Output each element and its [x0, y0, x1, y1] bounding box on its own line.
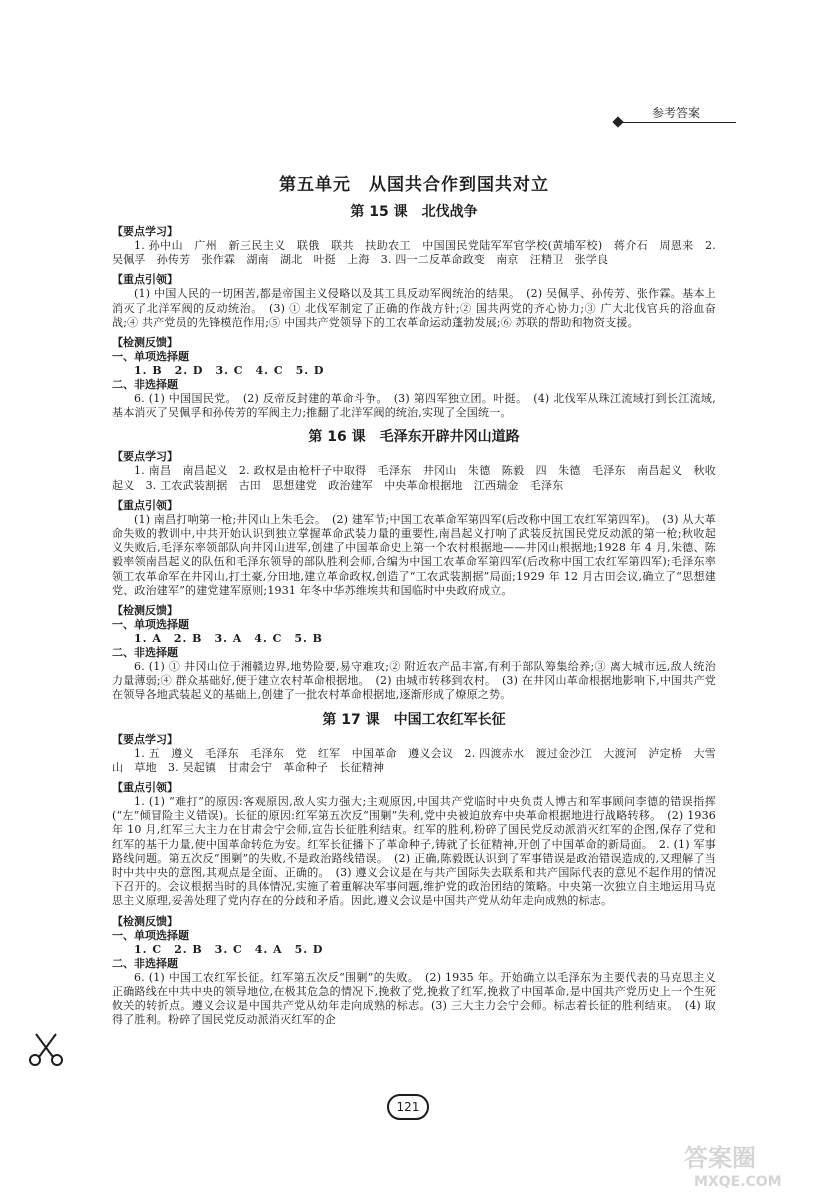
answer-paragraph: 6. (1) 中国国民党。 (2) 反帝反封建的革命斗争。 (3) 第四军独立团。叶挺。 (4) 北伐军从珠江流域打到长江流域,基本消灭了吴佩孚和孙传芳的军阀主力;推翻了北洋军阀的统治,实现了全国统一。: [112, 392, 716, 420]
section-heading: 【要点学习】: [112, 732, 178, 746]
scissors-icon: [26, 1030, 66, 1070]
choice-answers: 1. A 2. B 3. A 4. C 5. B: [134, 632, 323, 646]
watermark-url: MXQE.COM: [694, 1174, 782, 1190]
section-heading: 【要点学习】: [112, 450, 178, 464]
watermark-text: 答案圈: [684, 1144, 756, 1172]
answer-paragraph: 6. (1) ① 井冈山位于湘赣边界,地势险要,易守难攻;② 附近农产品丰富,有利于部队筹集给养;③ 离大城市远,敌人统治力量薄弱;④ 群众基础好,便于建立农村革命根据地。 (2) 由城市转移到农村。 (3) 在井冈山革命根据地影响下,中国共产党在领导各地武装起义的基础上,创建了一批农村革命根据地,逐渐形成了燎原之势。: [112, 660, 716, 702]
subheading-single-choice: 一、单项选择题: [112, 618, 189, 632]
header-diamond-icon: [612, 116, 623, 127]
section-heading: 【要点学习】: [112, 225, 178, 238]
document-body: [112, 170, 716, 1034]
answer-section: [112, 499, 716, 598]
subheading-non-choice: 二、非选择题: [112, 378, 178, 392]
subheading-non-choice: 二、非选择题: [112, 956, 178, 970]
answer-section: [112, 733, 716, 775]
lesson-title: [112, 426, 716, 446]
header-label: 参考答案: [652, 106, 701, 120]
answer-paragraph: 1. 南昌 南昌起义 2. 政权是由枪杆子中取得 毛泽东 井冈山 朱德 陈毅 四 朱德 毛泽东 南昌起义 秋收起义 3. 工农武装割据 古田 思想建党 政治建军 中央革命根据地 江西瑞金 毛泽东: [112, 464, 716, 492]
choice-answers: 1. C 2. B 3. C 4. A 5. D: [134, 942, 324, 956]
lesson-title: [112, 201, 716, 221]
lesson-number: 第 16 课: [308, 429, 366, 446]
lesson-block: [112, 709, 716, 1028]
choice-answers: 1. B 2. D 3. C 4. C 5. D: [134, 364, 325, 378]
page-number: 121: [387, 1094, 429, 1120]
unit-title: 第五单元 从国共合作到国共对立: [279, 175, 549, 195]
lessons-container: [112, 201, 716, 1028]
lesson-title: [112, 709, 716, 729]
answer-paragraph: 1. 孙中山 广州 新三民主义 联俄 联共 扶助农工 中国国民党陆军军官学校(黄埔军校) 蒋介石 周恩来 2. 吴佩孚 孙传芳 张作霖 湖南 湖北 叶挺 上海 3. 四一二反革命政变 南京 汪精卫 张学良: [112, 239, 716, 267]
answer-paragraph: 1. (1) “难打”的原因:客观原因,敌人实力强大;主观原因,中国共产党临时中央负责人博古和军事顾问李德的错误指挥(“左”倾冒险主义错误)。长征的原因:红军第五次反“围剿”失利,党中央被迫放弃中央革命根据地进行战略转移。 (2) 1936 年 10 月,红军三大主力在甘肃会宁会师,宣告长征胜利结束。红军的胜利,粉碎了国民党反动派消灭红军的企图,保存了党和红军的基干力量,使中国革命转危为安。红军长征播下了革命种子,铸就了长征精神,开创了中国革命的新局面。 2. (1) 军事路线问题。第五次反“围剿”的失败,不是政治路线错误。 (2) 正确,陈毅既认识到了军事错误是政治错误造成的,又理解了当时中共中央的意图,其观点是全面、正确的。 (3) 遵义会议是在与共产国际失去联系和共产国际代表的意见不起作用的情况下召开的。会议根据当时的具体情况,实施了着重解决军事问题,维护党的政治团结的策略。中央第一次独立自主地运用马克思主义原理,妥善处理了党内存在的分歧和矛盾。因此,遵义会议是中国共产党从幼年走向成熟的标志。: [112, 795, 716, 908]
lesson-block: [112, 426, 716, 702]
answer-section: [112, 336, 716, 420]
section-heading: 【检测反馈】: [112, 604, 178, 618]
subheading-single-choice: 一、单项选择题: [112, 350, 189, 364]
header-rule: [618, 122, 736, 123]
section-heading: 【重点引领】: [112, 273, 178, 287]
answer-paragraph: (1) 中国人民的一切困苦,都是帝国主义侵略以及其工具反动军阀统治的结果。 (2) 吴佩孚、孙传芳、张作霖。基本上消灭了北洋军阀的反动统治。 (3) ① 北伐军制定了正确的作战方针;② 国共两党的齐心协力;③ 广大北伐官兵的浴血奋战;④ 共产党员的先锋模范作用;⑤ 中国共产党领导下的工农革命运动蓬勃发展;⑥ 苏联的帮助和物资支援。: [112, 287, 716, 329]
lesson-block: [112, 201, 716, 420]
answer-section: [112, 450, 716, 492]
lesson-number: 第 17 课: [322, 711, 380, 728]
section-heading: 【检测反馈】: [112, 914, 178, 928]
subheading-non-choice: 二、非选择题: [112, 646, 178, 660]
lesson-name: 毛泽东开辟井冈山道路: [379, 429, 520, 446]
watermark-logo: [680, 1138, 806, 1192]
answer-paragraph: 1. 五 遵义 毛泽东 毛泽东 党 红军 中国革命 遵义会议 2. 四渡赤水 渡过金沙江 大渡河 泸定桥 大雪山 草地 3. 吴起镇 甘肃会宁 革命种子 长征精神: [112, 746, 716, 774]
answer-section: [112, 273, 716, 330]
answer-paragraph: 6. (1) 中国工农红军长征。红军第五次反“围剿”的失败。 (2) 1935 年。开始确立以毛泽东为主要代表的马克思主义正确路线在中共中央的领导地位,在极其危急的情况下,挽救了党,挽救了红军,挽救了中国革命,是中国共产党历史上一个生死攸关的转折点。遵义会议是中国共产党从幼年走向成熟的标志。(3) 三大主力会宁会师。标志着长征的胜利结束。 (4) 取得了胜利。粉碎了国民党反动派消灭红军的企: [112, 970, 716, 1027]
answer-section: [112, 781, 716, 909]
answer-section: [112, 225, 716, 267]
subheading-single-choice: 一、单项选择题: [112, 928, 189, 942]
lesson-number: 第 15 课: [350, 204, 408, 220]
section-heading: 【重点引领】: [112, 498, 178, 512]
answer-paragraph: (1) 南昌打响第一枪;井冈山上朱毛会。 (2) 建军节;中国工农革命军第四军(后改称中国工农红军第四军)。 (3) 从大革命失败的教训中,中共开始认识到独立掌握革命武装力量的重要性,南昌起义打响了武装反抗国民党反动派的第一枪;秋收起义失败后,毛泽东率领部队向井冈山进军,创建了中国革命史上第一个农村根据地——井冈山根据地;1928 年 4 月,朱德、陈毅率领南昌起义的队伍和毛泽东领导的部队胜利会师,合编为中国工农革命军第四军(后改称中国工农红军第四军);毛泽东率领工农革命军在井冈山,打土豪,分田地,建立革命政权,创造了“工农武装割据”局面;1929 年 12 月古田会议,确立了“思想建党、政治建军”的建党建军原则;1931 年冬中华苏维埃共和国临时中央政府成立。: [112, 512, 716, 597]
answer-section: [112, 915, 716, 1028]
section-heading: 【重点引领】: [112, 781, 178, 795]
lesson-name: 北伐战争: [421, 204, 478, 220]
lesson-name: 中国工农红军长征: [393, 711, 506, 728]
answer-section: [112, 604, 716, 703]
section-heading: 【检测反馈】: [112, 336, 178, 350]
